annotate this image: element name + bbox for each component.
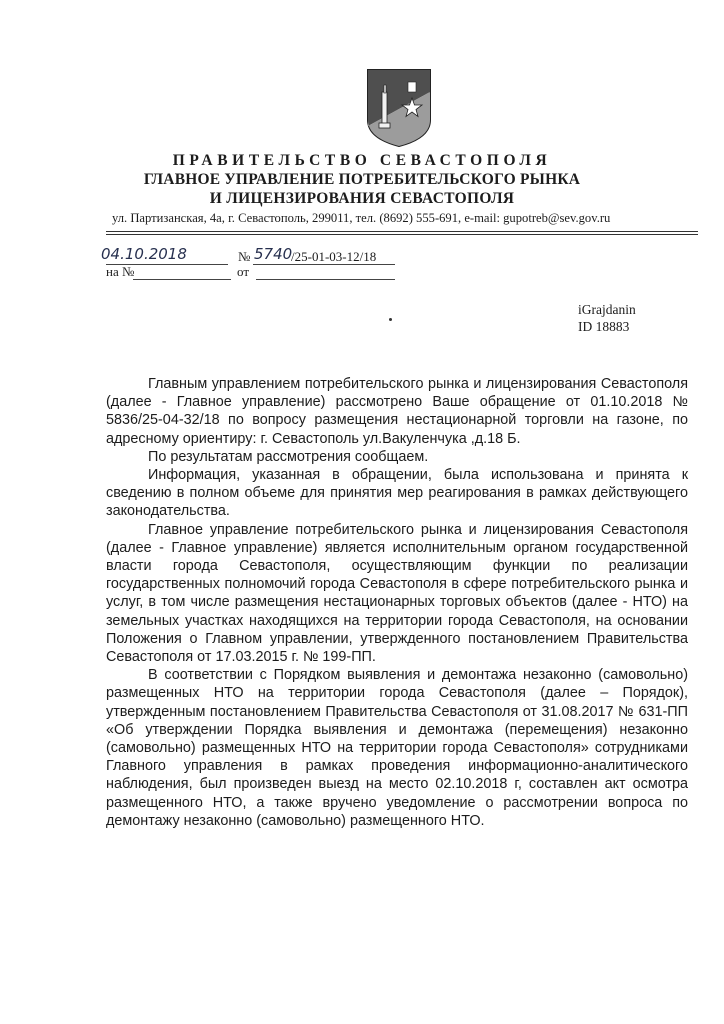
header-divider-bottom <box>106 234 698 235</box>
number-underline <box>253 264 395 265</box>
reply-from-label: от <box>237 264 250 279</box>
recipient-id: ID 18883 <box>578 319 630 334</box>
reply-number-underline <box>133 279 231 280</box>
sevastopol-coat-of-arms-emblem <box>366 68 432 148</box>
header-divider-top <box>106 231 698 232</box>
recipient-name: iGrajdanin <box>578 302 636 317</box>
outgoing-date-handwritten: 04.10.2018 <box>101 245 187 263</box>
department-title-line1: ГЛАВНОЕ УПРАВЛЕНИЕ ПОТРЕБИТЕЛЬСКОГО РЫНКА <box>143 171 581 188</box>
outgoing-number-suffix: /25-01-03-12/18 <box>291 249 377 264</box>
reply-date-underline <box>256 279 395 280</box>
department-title-line2: И ЛИЦЕНЗИРОВАНИЯ СЕВАСТОПОЛЯ <box>209 190 515 207</box>
letter-body <box>106 375 688 830</box>
paragraph-information-used: Информация, указанная в обращении, была использована и принята к сведению в полном объеме для принятия мер реагирования в рамках действующего законодательства. <box>106 467 688 520</box>
department-address: ул. Партизанская, 4а, г. Севастополь, 299011, тел. (8692) 555-691, e-mail: gupotreb@sev.gov.ru <box>112 211 611 225</box>
scan-speck <box>389 318 392 321</box>
outgoing-number-handwritten: 5740 <box>254 245 293 263</box>
outgoing-number-prefix: № <box>238 249 251 264</box>
paragraph-results: По результатам рассмотрения сообщаем. <box>148 448 429 465</box>
paragraph-appeal-review: Главным управлением потребительского рынка и лицензирования Севастополя (далее - Главное управление) рассмотрено Ваше обращение от 01.10.2018 № 5836/25-04-32/18 по вопросу размещения нестационарной торговли на газоне, по адресному ориентиру: г. Севастополь ул.Вакуленчука ,д.18 Б. <box>106 376 688 447</box>
reply-to-number-label: на № <box>106 264 135 279</box>
government-title: ПРАВИТЕЛЬСТВО СЕВАСТОПОЛЯ <box>172 152 552 169</box>
paragraph-procedure-inspection: В соответствии с Порядком выявления и демонтажа незаконно (самовольно) размещенных НТО на территории города Севастополя (далее – Порядок), утвержденным постановлением Правительства Севастополя от 31.08.2017 № 631-ПП «Об утверждении Порядка выявления и демонтажа (перемещения) незаконно (самовольно) размещенных НТО на территории города Севастополя» сотрудниками Главного управления в рамках проведения информационно-аналитического наблюдения, был произведен выезд на место 02.10.2018 г, составлен акт осмотра размещенного НТО, а также вручено уведомление о рассмотрении вопроса по демонтажу незаконно (самовольно) размещенного НТО. <box>106 667 688 829</box>
paragraph-department-authority: Главное управление потребительского рынка и лицензирования Севастополя (далее - Главное управление) является исполнительным органом государственной власти города Севастополя, осуществляющим функции по реализации государственных полномочий города Севастополя в сфере потребительского рынка и услуг, в том числе размещения нестационарных торговых объектов (далее - НТО) на земельных участках находящихся на территории города Севастополя, на основании Положения о Главном управлении, утвержденного постановлением Правительства Севастополя от 17.03.2015 г. № 199-ПП. <box>106 521 688 666</box>
